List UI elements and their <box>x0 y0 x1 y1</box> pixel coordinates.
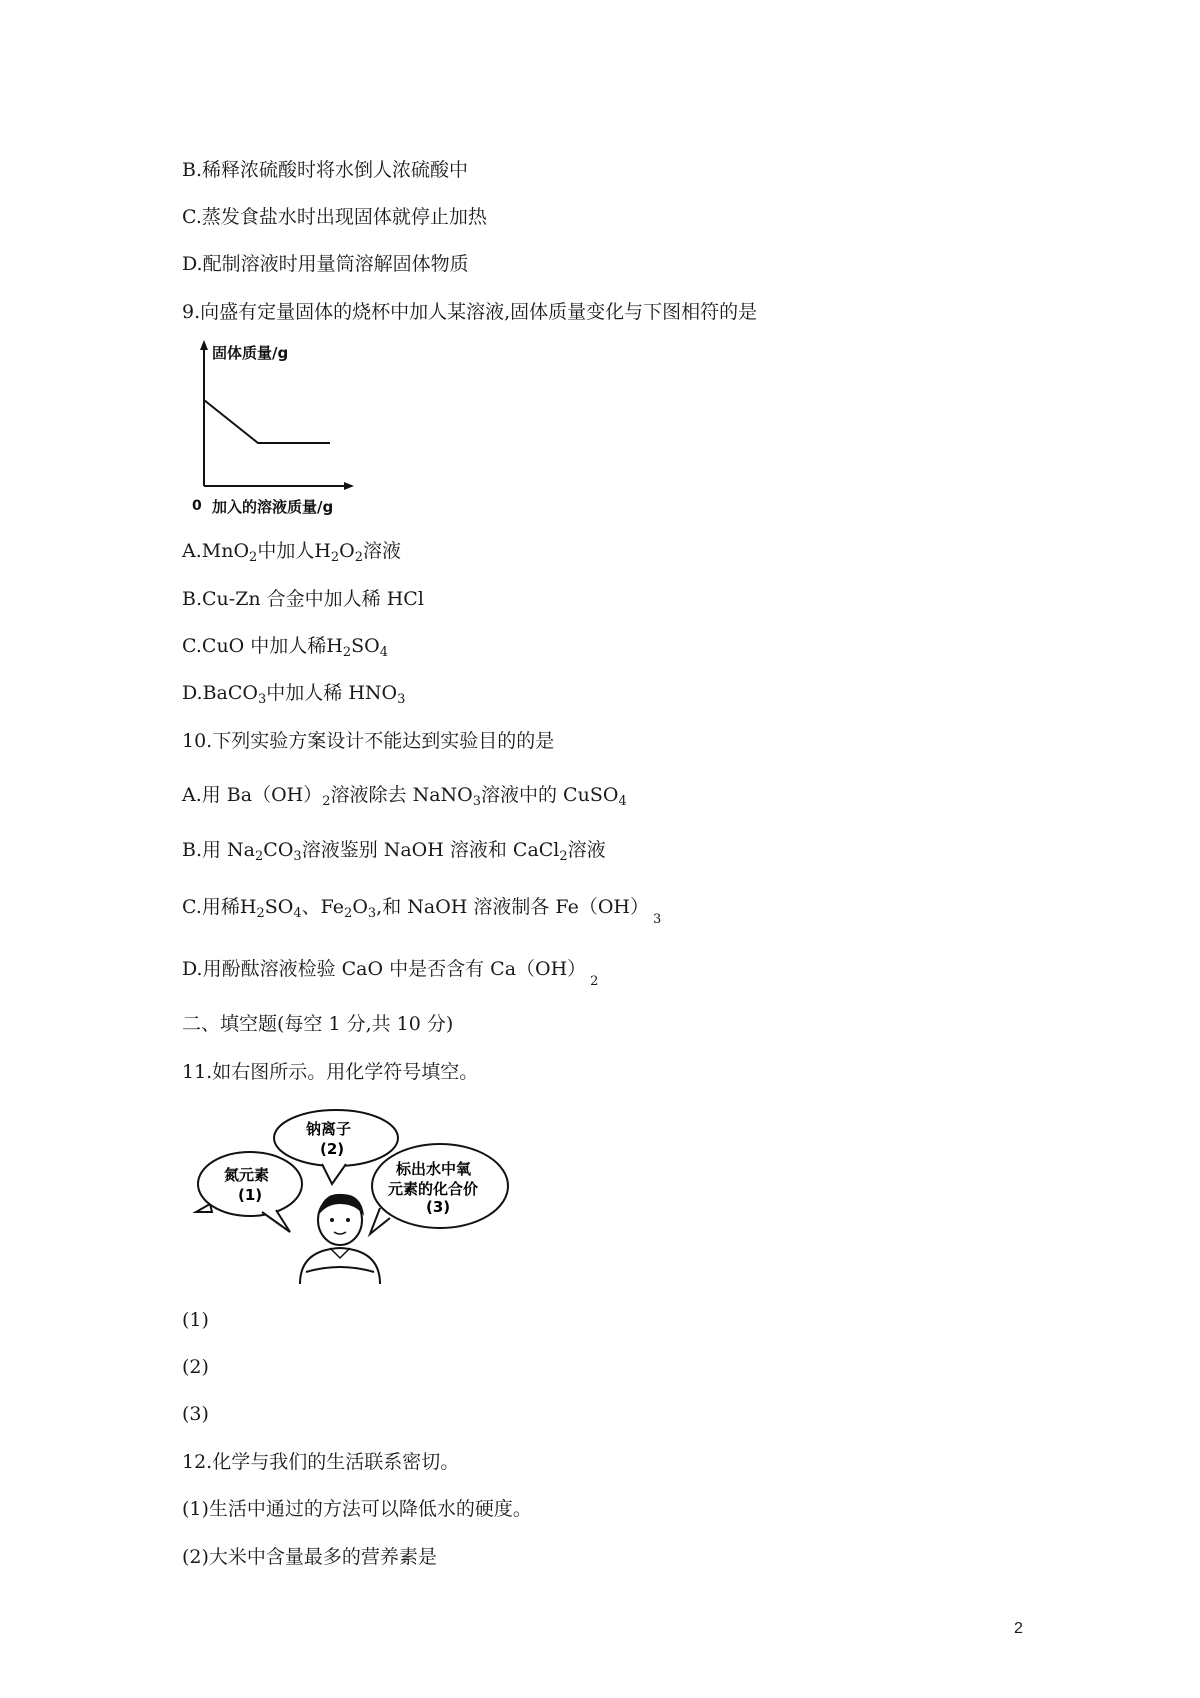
q10-stem: 10.下列实验方案设计不能达到实验目的的是 <box>182 730 555 752</box>
section-2-heading: 二、填空题(每空 1 分,共 10 分) <box>182 1013 454 1035</box>
q11-blank-2: (2) <box>182 1356 209 1378</box>
q10-option-d: D.用酚酞溶液检验 CaO 中是否含有 $Ca(OH)_2$ <box>182 958 599 989</box>
svg-text:(2): (2) <box>320 1140 345 1158</box>
q11-stem: 11.如右图所示。用化学符号填空。 <box>182 1061 479 1083</box>
q12-part-2: (2)大米中含量最多的营养素是 <box>182 1546 437 1568</box>
q10-option-a: A.用 $Ba(OH)_2$溶液除去 NaNO$_3$溶液中的 CuSO$_4$ <box>182 784 627 809</box>
svg-text:(1): (1) <box>238 1186 263 1204</box>
x-axis-label: 加入的溶液质量/g <box>212 498 334 516</box>
q8-option-d: D.配制溶液时用量筒溶解固体物质 <box>182 253 469 275</box>
origin-label: 0 <box>192 498 202 514</box>
svg-text:氮元素: 氮元素 <box>224 1166 270 1184</box>
svg-text:钠离子: 钠离子 <box>306 1120 352 1138</box>
mass-curve <box>204 400 330 443</box>
q9-option-a: A.MnO$_2$中加人$H_2O_2$溶液 <box>182 540 402 565</box>
y-axis-label: 固体质量/g <box>212 344 289 362</box>
q11-blank-1: (1) <box>182 1309 209 1331</box>
q9-option-b: B.Cu-Zn 合金中加人稀 HCl <box>182 588 424 610</box>
q10-option-c: C.用稀$H_2SO_4$、$Fe_2O_3$,和 NaOH 溶液制各 $Fe(OH)_3$ <box>182 896 662 927</box>
svg-text:元素的化合价: 元素的化合价 <box>388 1180 479 1198</box>
svg-text:(3): (3) <box>426 1198 451 1216</box>
x-axis-arrow <box>344 482 354 490</box>
boy-figure <box>300 1194 380 1284</box>
q10-option-b: B.用 $Na_2CO_3$溶液鉴别 NaOH 溶液和 CaCl$_2$溶液 <box>182 839 606 864</box>
solid-mass-graph <box>190 338 370 518</box>
bubble-nitrogen <box>198 1152 302 1216</box>
q9-option-d: D.BaCO$_3$中加人稀 $HNO_3$ <box>182 682 406 707</box>
q8-option-c: C.蒸发食盐水时出现固体就停止加热 <box>182 206 487 228</box>
q9-option-c: C.CuO 中加人稀$H_2SO_4$ <box>182 635 389 660</box>
q12-stem: 12.化学与我们的生活联系密切。 <box>182 1451 460 1473</box>
q8-option-b: B.稀释浓硫酸时将水倒人浓硫酸中 <box>182 159 469 181</box>
svg-text:标出水中氧: 标出水中氧 <box>396 1160 472 1178</box>
y-axis-arrow <box>200 340 208 350</box>
q11-blank-3: (3) <box>182 1403 209 1425</box>
q9-stem: 9.向盛有定量固体的烧杯中加人某溶液,固体质量变化与下图相符的是 <box>182 301 758 323</box>
page-number: 2 <box>1014 1620 1023 1637</box>
boy-speech-bubbles-illustration <box>190 1108 520 1288</box>
q12-part-1: (1)生活中通过的方法可以降低水的硬度。 <box>182 1498 532 1520</box>
